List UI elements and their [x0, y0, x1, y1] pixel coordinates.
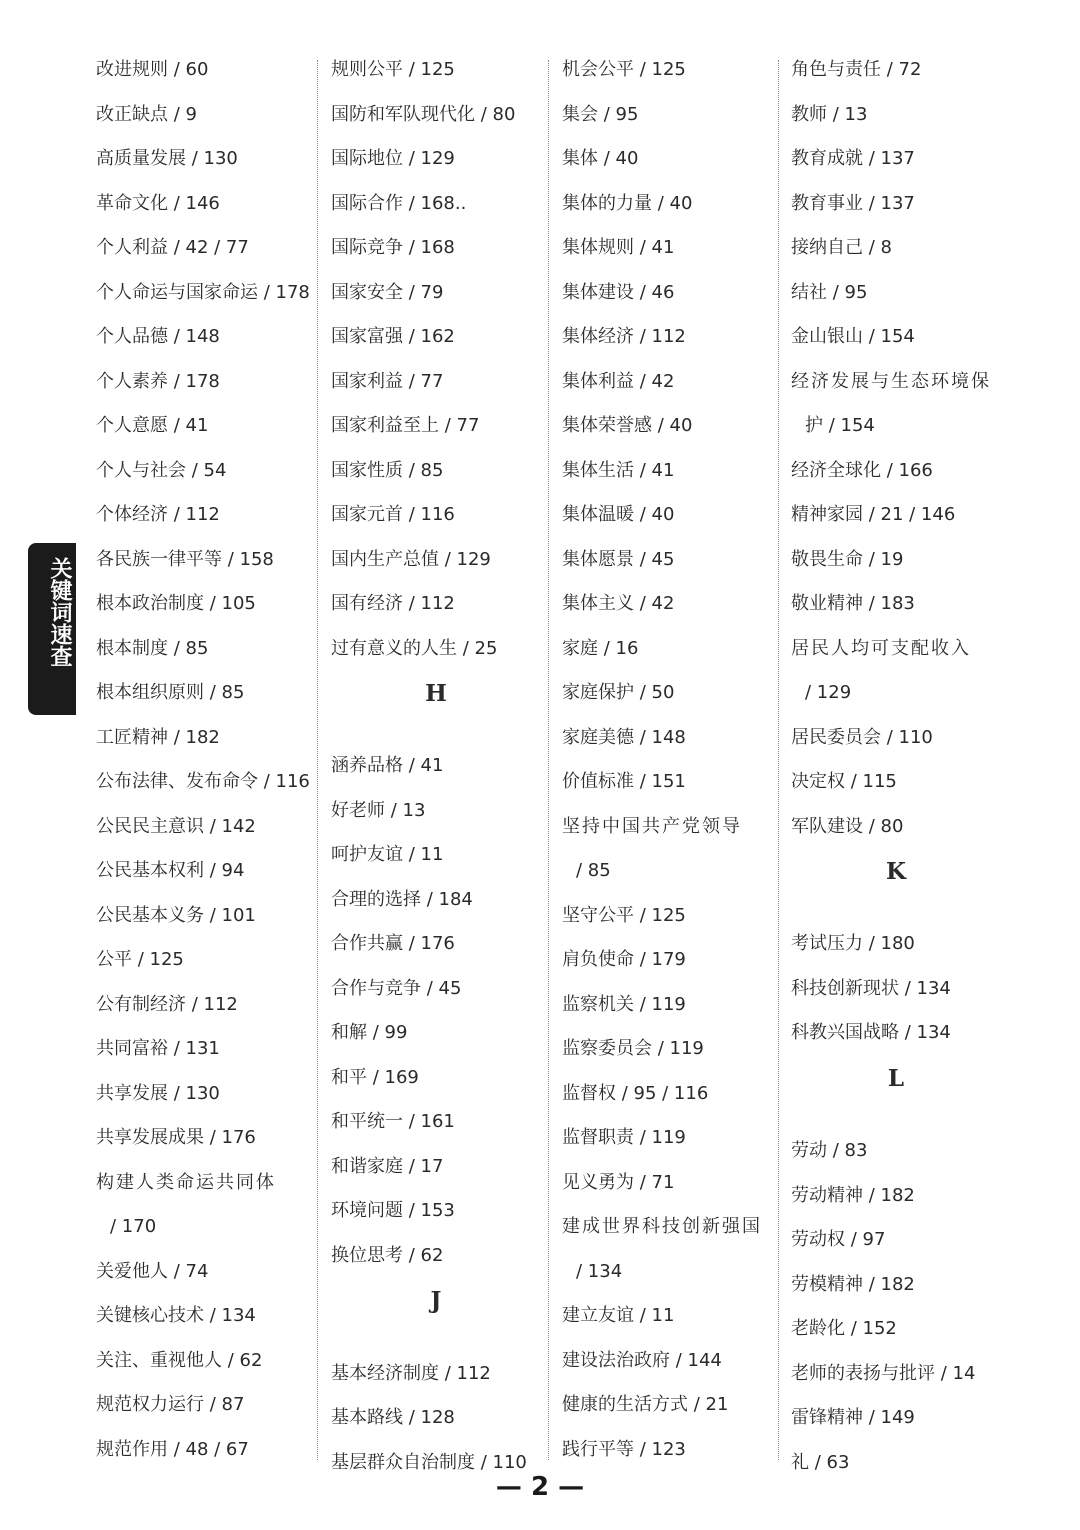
index-entry: 监督权 / 95 / 116	[562, 1082, 709, 1104]
index-entry: 高质量发展 / 130	[96, 148, 238, 169]
index-entry	[562, 1205, 772, 1294]
index-entry	[562, 805, 772, 894]
index-entry: 基层群众自治制度 / 110	[331, 1451, 527, 1473]
column-separator	[778, 60, 779, 1460]
index-entry: 个体经济 / 112	[96, 504, 220, 525]
index-entry: 机会公平 / 125	[562, 59, 686, 80]
index-entry: 教师 / 13	[791, 103, 868, 125]
index-entry: 换位思考 / 62	[331, 1244, 444, 1266]
index-entry: 共同富裕 / 131	[96, 1038, 220, 1059]
index-entry: 军队建设 / 80	[791, 815, 904, 837]
index-entry: 合作共赢 / 176	[331, 933, 455, 955]
index-entry: 敬畏生命 / 19	[791, 548, 904, 570]
index-entry: 监察机关 / 119	[562, 993, 686, 1015]
index-entry: 国有经济 / 112	[331, 593, 455, 614]
index-entry: 国际竞争 / 168	[331, 237, 455, 258]
index-entry: 老龄化 / 152	[791, 1318, 897, 1340]
index-entry: 价值标准 / 151	[562, 771, 686, 792]
section-letter: H	[425, 680, 447, 707]
index-entry: 关注、重视他人 / 62	[96, 1349, 263, 1371]
index-entry: 公民基本权利 / 94	[96, 860, 245, 881]
index-entry: 敬业精神 / 183	[791, 593, 915, 614]
index-entry: 践行平等 / 123	[562, 1438, 686, 1460]
index-entry: 涵养品格 / 41	[331, 755, 444, 777]
index-entry: 根本制度 / 85	[96, 637, 209, 659]
index-entry: 劳动权 / 97	[791, 1229, 886, 1251]
index-entry: 根本政治制度 / 105	[96, 593, 256, 614]
index-entry: 国内生产总值 / 129	[331, 548, 491, 570]
index-entry: 集体生活 / 41	[562, 459, 675, 481]
index-column-2	[331, 48, 541, 1485]
index-entry: 基本路线 / 128	[331, 1407, 455, 1429]
section-letter: K	[886, 858, 906, 885]
side-tab	[28, 543, 76, 715]
index-entry: 规则公平 / 125	[331, 59, 455, 80]
index-entry: 根本组织原则 / 85	[96, 682, 245, 703]
index-entry: 劳动 / 83	[791, 1140, 868, 1162]
index-entry: 个人命运与国家命运 / 178	[96, 281, 310, 303]
index-entry: 礼 / 63	[791, 1451, 850, 1473]
index-entry: 集体利益 / 42	[562, 370, 675, 392]
index-entry-term: 经济发展与生态环境保	[791, 370, 991, 392]
index-entry: 教育事业 / 137	[791, 192, 915, 214]
index-entry: 家庭美德 / 148	[562, 726, 686, 748]
column-separator	[317, 60, 318, 1460]
index-entry: 共享发展成果 / 176	[96, 1127, 256, 1148]
index-column-4	[791, 48, 1001, 1485]
index-entry: 集体荣誉感 / 40	[562, 415, 693, 436]
index-entry: 集体规则 / 41	[562, 237, 675, 258]
index-entry: 雷锋精神 / 149	[791, 1407, 915, 1429]
index-entry: 集体的力量 / 40	[562, 192, 693, 214]
column-separator	[548, 60, 549, 1460]
index-entry: 公有制经济 / 112	[96, 993, 238, 1015]
index-entry: 个人利益 / 42 / 77	[96, 237, 249, 258]
index-entry: 居民委员会 / 110	[791, 726, 933, 748]
index-entry: 国防和军队现代化 / 80	[331, 103, 516, 125]
index-entry: 和谐家庭 / 17	[331, 1155, 444, 1177]
index-entry: 关键核心技术 / 134	[96, 1305, 256, 1326]
index-entry: 经济全球化 / 166	[791, 459, 933, 481]
index-entry: 家庭保护 / 50	[562, 682, 675, 703]
section-letter: L	[887, 1064, 905, 1092]
index-entry: 国家富强 / 162	[331, 326, 455, 347]
index-column-1	[96, 48, 311, 1472]
index-entry: 环境问题 / 153	[331, 1200, 455, 1222]
index-entry: 国家利益至上 / 77	[331, 415, 480, 436]
index-entry: 关爱他人 / 74	[96, 1260, 209, 1282]
index-entry: 规范作用 / 48 / 67	[96, 1438, 249, 1460]
index-entry: 国际地位 / 129	[331, 148, 455, 169]
index-entry: 家庭 / 16	[562, 637, 639, 659]
index-entry: 精神家园 / 21 / 146	[791, 504, 956, 525]
index-entry: 考试压力 / 180	[791, 933, 915, 955]
index-entry: 国家元首 / 116	[331, 504, 455, 525]
index-entry: 劳模精神 / 182	[791, 1273, 915, 1295]
index-entry: 劳动精神 / 182	[791, 1184, 915, 1206]
index-column-3	[562, 48, 772, 1472]
index-entry	[791, 627, 1001, 716]
index-entry: 角色与责任 / 72	[791, 59, 922, 80]
index-entry: 决定权 / 115	[791, 771, 897, 792]
index-entry: 过有意义的人生 / 25	[331, 637, 498, 659]
index-entry: 个人与社会 / 54	[96, 459, 227, 481]
index-entry: 公民基本义务 / 101	[96, 904, 256, 926]
index-entry: 见义勇为 / 71	[562, 1171, 675, 1193]
index-entry: 基本经济制度 / 112	[331, 1362, 491, 1384]
index-entry: 工匠精神 / 182	[96, 726, 220, 748]
index-entry: 坚守公平 / 125	[562, 904, 686, 926]
index-entry: 教育成就 / 137	[791, 148, 915, 169]
index-entry: 集会 / 95	[562, 103, 639, 125]
index-entry: 国家性质 / 85	[331, 459, 444, 481]
index-entry: 国家利益 / 77	[331, 370, 444, 392]
index-entry: 和平 / 169	[331, 1066, 419, 1088]
index-entry-pages: / 129	[805, 682, 852, 703]
index-entry: 规范权力运行 / 87	[96, 1394, 245, 1415]
side-tab-label: 关键词速查	[47, 557, 72, 667]
index-entry: 监察委员会 / 119	[562, 1038, 704, 1059]
index-entry: 合作与竞争 / 45	[331, 977, 462, 999]
index-entry: 公布法律、发布命令 / 116	[96, 771, 310, 792]
page-number: — 2 —	[495, 1472, 585, 1502]
index-entry: 个人素养 / 178	[96, 370, 220, 392]
index-entry: 建立友谊 / 11	[562, 1305, 675, 1326]
index-entry: 接纳自己 / 8	[791, 237, 892, 258]
index-entry: 集体主义 / 42	[562, 593, 675, 614]
index-entry: 革命文化 / 146	[96, 192, 220, 214]
index-entry: 改进规则 / 60	[96, 59, 209, 80]
index-entry	[791, 360, 1001, 449]
index-entry-term: 坚持中国共产党领导	[562, 815, 742, 837]
index-entry: 各民族一律平等 / 158	[96, 548, 274, 570]
index-entry: 集体愿景 / 45	[562, 548, 675, 570]
index-entry: 国际合作 / 168..	[331, 192, 467, 214]
index-entry-term: 居民人均可支配收入	[791, 637, 971, 659]
index-entry: 合理的选择 / 184	[331, 888, 473, 910]
index-entry-term: 建成世界科技创新强国	[562, 1216, 762, 1237]
index-entry: 好老师 / 13	[331, 799, 426, 821]
index-entry: 公平 / 125	[96, 949, 184, 970]
index-entry: 老师的表扬与批评 / 14	[791, 1362, 976, 1384]
index-entry: 集体温暖 / 40	[562, 504, 675, 525]
index-entry: 监督职责 / 119	[562, 1127, 686, 1148]
index-entry-pages: / 85	[576, 860, 611, 881]
index-entry-pages: / 170	[110, 1216, 157, 1237]
index-entry: 结社 / 95	[791, 281, 868, 303]
index-entry: 共享发展 / 130	[96, 1082, 220, 1104]
index-entry: 健康的生活方式 / 21	[562, 1394, 729, 1415]
index-entry: 和解 / 99	[331, 1022, 408, 1044]
index-entry: 科技创新现状 / 134	[791, 977, 951, 999]
index-entry-pages: / 134	[576, 1260, 623, 1282]
index-entry: 集体 / 40	[562, 148, 639, 169]
index-entry: 肩负使命 / 179	[562, 949, 686, 970]
index-entry	[96, 1161, 311, 1250]
index-entry: 个人品德 / 148	[96, 326, 220, 347]
index-entry: 和平统一 / 161	[331, 1111, 455, 1133]
index-entry: 建设法治政府 / 144	[562, 1349, 722, 1371]
index-entry: 改正缺点 / 9	[96, 103, 197, 125]
section-letter: J	[430, 1287, 442, 1315]
index-entry: 呵护友谊 / 11	[331, 844, 444, 866]
index-entry: 金山银山 / 154	[791, 326, 915, 347]
index-entry: 集体建设 / 46	[562, 281, 675, 303]
index-entry: 个人意愿 / 41	[96, 415, 209, 436]
index-entry: 科教兴国战略 / 134	[791, 1022, 951, 1044]
index-entry-term: 构建人类命运共同体	[96, 1171, 276, 1193]
index-entry: 公民民主意识 / 142	[96, 815, 256, 837]
index-entry: 集体经济 / 112	[562, 326, 686, 347]
index-entry: 国家安全 / 79	[331, 281, 444, 303]
index-entry-pages: 护 / 154	[805, 415, 875, 436]
